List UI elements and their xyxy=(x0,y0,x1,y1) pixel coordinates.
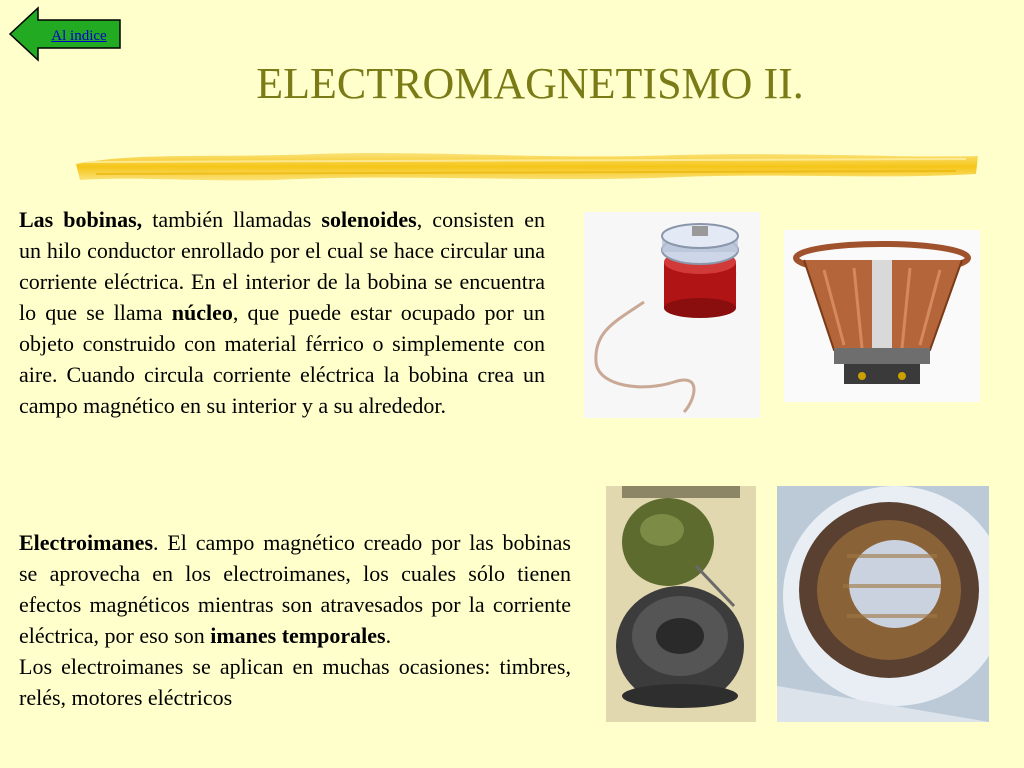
page-title: ELECTROMAGNETISMO II. xyxy=(256,59,804,108)
paragraph-electroimanes xyxy=(19,527,571,713)
photo-electric-bell xyxy=(606,486,756,722)
title-underline-brush xyxy=(76,144,978,188)
text: . xyxy=(385,623,392,648)
photo-motor-stator xyxy=(777,486,989,722)
back-to-index-link[interactable]: Al indice xyxy=(51,28,107,44)
term-bobinas: Las bobinas, xyxy=(19,207,143,232)
term-solenoides: solenoides xyxy=(321,207,417,232)
text: , que puede estar ocupado por un objeto construido con material férrico o simplemente con aire. Cuando circula corriente eléctrica la bobina crea un campo magnético en su interior y a su alrededor. xyxy=(19,300,545,418)
text: . El campo magnético creado por las bobinas se aprovecha en los electroimanes, los cuales sólo tienen efectos magnéticos mientras son atravesados por la corriente eléctrica, por eso son xyxy=(19,530,571,648)
text: también llamadas xyxy=(142,207,322,232)
text: , consisten en un hilo conductor enrollado por el cual se hace circular una corriente eléctrica. En el interior de la bobina se encuentra lo que se llama xyxy=(19,207,545,325)
term-nucleo: núcleo xyxy=(171,300,233,325)
back-to-index-button[interactable] xyxy=(8,6,122,62)
photo-solenoid-coil xyxy=(584,212,760,418)
paragraph-aplicaciones: Los electroimanes se aplican en muchas ocasiones: timbres, relés, motores eléctricos xyxy=(19,654,571,710)
term-imanes-temporales: imanes temporales xyxy=(210,623,386,648)
photo-copper-coil xyxy=(784,230,980,402)
paragraph-bobinas xyxy=(19,204,545,421)
term-electroimanes: Electroimanes xyxy=(19,530,154,555)
